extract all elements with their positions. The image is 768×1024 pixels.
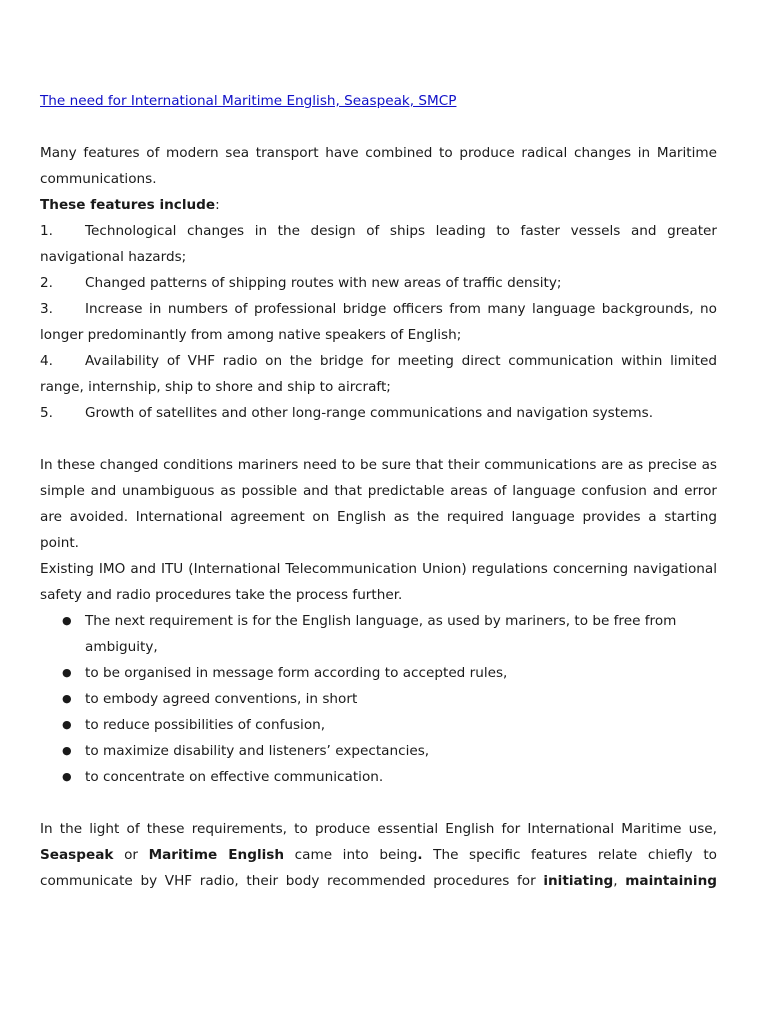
bold-period: . [417,847,423,863]
feature-item [40,296,717,348]
text-run: came into being [284,847,418,863]
requirements-list [40,608,717,790]
bullet-icon: ● [62,666,72,679]
bullet-icon: ● [62,770,72,783]
requirement-item [40,608,717,660]
requirement-text: to maximize disability and listeners’ expectancies, [85,743,430,759]
text-run: The specific features relate chiefly to communicate by VHF radio, their body recommended procedures for [40,847,717,889]
requirement-item [40,660,717,686]
requirement-text: to embody agreed conventions, in short [85,691,358,707]
feature-text: Increase in numbers of professional bridge officers from many language backgrounds, no longer predominantly from among native speakers of English; [40,301,717,343]
features-list [40,218,717,426]
feature-item [40,270,717,296]
bullet-icon: ● [62,718,72,731]
feature-item [40,400,717,426]
feature-text: Growth of satellites and other long-range communications and navigation systems. [85,405,654,421]
regulations-paragraph: Existing IMO and ITU (International Telecommunication Union) regulations concerning navigational safety and radio procedures take the process further. [40,561,717,603]
maritime-english-term: Maritime English [148,847,285,863]
bullet-icon: ● [62,744,72,757]
seaspeak-paragraph [40,816,717,894]
feature-text: Changed patterns of shipping routes with new areas of traffic density; [85,275,562,291]
text-run: In the light of these requirements, to produce essential English for International Maritime use, [40,821,717,837]
requirement-item [40,738,717,764]
document-title-link[interactable]: The need for International Maritime English, Seaspeak, SMCP [40,93,457,109]
features-heading [40,192,717,218]
features-heading-colon: : [215,197,220,213]
feature-item [40,218,717,270]
intro-paragraph: Many features of modern sea transport have combined to produce radical changes in Maritime communications. [40,145,717,187]
spacer [40,790,717,816]
requirement-text: The next requirement is for the English language, as used by mariners, to be free from ambiguity, [85,613,677,655]
requirement-item [40,764,717,790]
requirement-item [40,686,717,712]
document-page [40,88,717,894]
feature-text: Technological changes in the design of ships leading to faster vessels and greater navigational hazards; [40,223,717,265]
spacer [40,114,717,140]
feature-text: Availability of VHF radio on the bridge for meeting direct communication within limited range, internship, ship to shore and ship to aircraft; [40,353,717,395]
initiating-term: initiating [543,873,614,889]
maintaining-term: maintaining [625,873,717,889]
text-run: , [613,873,626,889]
feature-number: 5. [40,405,53,421]
feature-number: 2. [40,275,53,291]
feature-number: 3. [40,301,53,317]
features-heading-bold: These features include [40,197,216,213]
requirement-text: to reduce possibilities of confusion, [85,717,326,733]
bullet-icon: ● [62,614,72,627]
conditions-paragraph: In these changed conditions mariners need to be sure that their communications are as precise as simple and unambiguous as possible and that predictable areas of language confusion and error are avoided. International agreement on English as the required language provides a starting point. [40,457,717,551]
feature-item [40,348,717,400]
bullet-icon: ● [62,692,72,705]
seaspeak-term: Seaspeak [40,847,114,863]
spacer [40,426,717,452]
requirement-text: to concentrate on effective communication. [85,769,384,785]
requirement-text: to be organised in message form according to accepted rules, [85,665,508,681]
feature-number: 1. [40,223,53,239]
requirement-item [40,712,717,738]
feature-number: 4. [40,353,53,369]
text-run: or [113,847,149,863]
